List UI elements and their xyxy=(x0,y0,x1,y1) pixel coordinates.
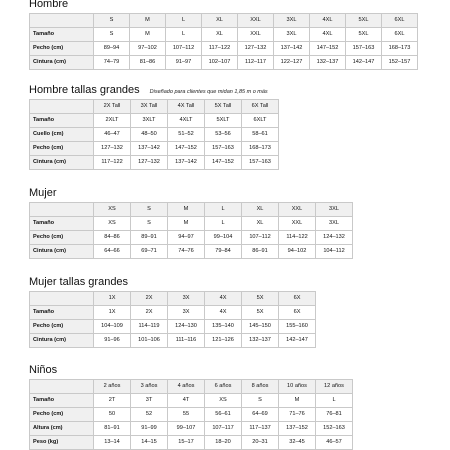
table-cell: 94–102 xyxy=(279,245,316,259)
section-title-text: Hombre xyxy=(29,0,69,10)
table-cell: 124–130 xyxy=(168,320,205,334)
table-cell: S xyxy=(131,217,168,231)
table-cell: 2T xyxy=(94,394,131,408)
section-title xyxy=(29,186,353,200)
table-cell: 107–112 xyxy=(242,231,279,245)
section-title-text: Mujer xyxy=(29,187,57,199)
row-label: Cintura (cm) xyxy=(30,334,94,348)
column-header: 6X Tall xyxy=(242,100,279,114)
table-cell: 114–122 xyxy=(279,231,316,245)
table-cell: 112–117 xyxy=(238,56,274,70)
table-cell: 74–76 xyxy=(168,245,205,259)
table-cell: 4XLT xyxy=(168,114,205,128)
row-label: Tamaño xyxy=(30,306,94,320)
table-cell: 124–132 xyxy=(316,231,353,245)
table-row xyxy=(30,142,279,156)
table-row xyxy=(30,245,353,259)
column-header: XL xyxy=(242,203,279,217)
column-header: 5X xyxy=(242,292,279,306)
table-cell: S xyxy=(242,394,279,408)
table-cell: 4X xyxy=(205,306,242,320)
table-cell: 84–86 xyxy=(94,231,131,245)
table-cell: S xyxy=(94,28,130,42)
column-header: S xyxy=(131,203,168,217)
table-cell: 121–126 xyxy=(205,334,242,348)
table-cell: 97–102 xyxy=(130,42,166,56)
table-header-row xyxy=(30,100,279,114)
table-row xyxy=(30,306,316,320)
table-cell: M xyxy=(279,394,316,408)
table-cell: 14–15 xyxy=(131,436,168,450)
row-label: Peso (kg) xyxy=(30,436,94,450)
table-cell: 107–117 xyxy=(205,422,242,436)
row-label: Cintura (cm) xyxy=(30,156,94,170)
table-cell: 137–142 xyxy=(131,142,168,156)
table-row xyxy=(30,394,353,408)
table-cell: 104–109 xyxy=(94,320,131,334)
table-cell: 142–147 xyxy=(346,56,382,70)
column-header: L xyxy=(205,203,242,217)
table-cell: 50 xyxy=(94,408,131,422)
table-cell: 69–71 xyxy=(131,245,168,259)
section-title xyxy=(29,83,279,97)
table-cell: 101–106 xyxy=(131,334,168,348)
table-cell: XL xyxy=(202,28,238,42)
table-cell: 3XL xyxy=(316,217,353,231)
table-cell: 91–97 xyxy=(166,56,202,70)
table-cell: 81–86 xyxy=(130,56,166,70)
table-cell: 152–163 xyxy=(316,422,353,436)
table-row xyxy=(30,422,353,436)
column-header: 4 años xyxy=(168,380,205,394)
row-label: Cintura (cm) xyxy=(30,56,94,70)
table-cell: 3XL xyxy=(274,28,310,42)
size-table xyxy=(29,291,316,348)
row-label: Pecho (cm) xyxy=(30,42,94,56)
column-header: 4X xyxy=(205,292,242,306)
column-header: 5XL xyxy=(346,14,382,28)
table-cell: 147–152 xyxy=(310,42,346,56)
column-header: 2X xyxy=(131,292,168,306)
table-cell: 99–104 xyxy=(205,231,242,245)
table-cell: 91–96 xyxy=(94,334,131,348)
section-title-text: Hombre tallas grandes xyxy=(29,84,140,96)
table-cell: 6XL xyxy=(382,28,418,42)
table-cell: 117–137 xyxy=(242,422,279,436)
column-header: 1X xyxy=(94,292,131,306)
header-corner-cell xyxy=(30,380,94,394)
table-cell: 117–122 xyxy=(202,42,238,56)
size-table xyxy=(29,379,353,450)
table-cell: 81–91 xyxy=(94,422,131,436)
section-note: Diseñado para clientes que midan 1,85 m o más xyxy=(149,89,268,95)
column-header: 8 años xyxy=(242,380,279,394)
column-header: M xyxy=(130,14,166,28)
size-section xyxy=(29,83,279,170)
table-cell: 2XLT xyxy=(94,114,131,128)
table-cell: 5X xyxy=(242,306,279,320)
table-cell: 152–157 xyxy=(382,56,418,70)
table-cell: 46–57 xyxy=(316,436,353,450)
table-cell: 145–150 xyxy=(242,320,279,334)
table-cell: 51–52 xyxy=(168,128,205,142)
row-label: Pecho (cm) xyxy=(30,142,94,156)
column-header: XXL xyxy=(279,203,316,217)
table-cell: 64–66 xyxy=(94,245,131,259)
column-header: S xyxy=(94,14,130,28)
table-cell: 52 xyxy=(131,408,168,422)
table-cell: 5XLT xyxy=(205,114,242,128)
table-cell: 122–127 xyxy=(274,56,310,70)
row-label: Altura (cm) xyxy=(30,422,94,436)
table-cell: 168–173 xyxy=(242,142,279,156)
column-header: 2 años xyxy=(94,380,131,394)
table-cell: 137–142 xyxy=(168,156,205,170)
column-header: XXL xyxy=(238,14,274,28)
table-cell: XS xyxy=(205,394,242,408)
column-header: M xyxy=(168,203,205,217)
table-cell: 20–31 xyxy=(242,436,279,450)
table-header-row xyxy=(30,203,353,217)
section-title xyxy=(29,0,418,11)
size-table xyxy=(29,202,353,259)
table-cell: 99–107 xyxy=(168,422,205,436)
table-cell: L xyxy=(166,28,202,42)
size-table xyxy=(29,13,418,70)
row-label: Tamaño xyxy=(30,28,94,42)
table-row xyxy=(30,156,279,170)
table-cell: L xyxy=(316,394,353,408)
size-section xyxy=(29,0,418,70)
table-cell: 48–50 xyxy=(131,128,168,142)
table-cell: 4T xyxy=(168,394,205,408)
table-cell: 58–61 xyxy=(242,128,279,142)
section-title xyxy=(29,363,353,377)
column-header: 3X Tall xyxy=(131,100,168,114)
column-header: 3X xyxy=(168,292,205,306)
table-row xyxy=(30,42,418,56)
table-cell: 104–112 xyxy=(316,245,353,259)
table-row xyxy=(30,408,353,422)
table-row xyxy=(30,217,353,231)
table-cell: 147–152 xyxy=(205,156,242,170)
column-header: 4X Tall xyxy=(168,100,205,114)
table-cell: 74–79 xyxy=(94,56,130,70)
table-cell: 142–147 xyxy=(279,334,316,348)
table-cell: 155–160 xyxy=(279,320,316,334)
column-header: 12 años xyxy=(316,380,353,394)
table-cell: 13–14 xyxy=(94,436,131,450)
table-cell: 132–137 xyxy=(242,334,279,348)
table-cell: XL xyxy=(242,217,279,231)
column-header: XS xyxy=(94,203,131,217)
table-cell: 94–97 xyxy=(168,231,205,245)
table-cell: 168–173 xyxy=(382,42,418,56)
column-header: 3 años xyxy=(131,380,168,394)
table-cell: L xyxy=(205,217,242,231)
table-cell: 127–132 xyxy=(94,142,131,156)
table-header-row xyxy=(30,14,418,28)
table-cell: 15–17 xyxy=(168,436,205,450)
table-row xyxy=(30,334,316,348)
table-cell: 3T xyxy=(131,394,168,408)
table-header-row xyxy=(30,292,316,306)
column-header: 6XL xyxy=(382,14,418,28)
table-cell: 102–107 xyxy=(202,56,238,70)
row-label: Cuello (cm) xyxy=(30,128,94,142)
column-header: 4XL xyxy=(310,14,346,28)
size-section xyxy=(29,275,316,348)
table-cell: 137–142 xyxy=(274,42,310,56)
header-corner-cell xyxy=(30,292,94,306)
header-corner-cell xyxy=(30,203,94,217)
column-header: 3XL xyxy=(274,14,310,28)
table-cell: 86–91 xyxy=(242,245,279,259)
table-cell: 6XLT xyxy=(242,114,279,128)
row-label: Tamaño xyxy=(30,217,94,231)
row-label: Cintura (cm) xyxy=(30,245,94,259)
table-cell: 32–45 xyxy=(279,436,316,450)
table-cell: 4XL xyxy=(310,28,346,42)
table-row xyxy=(30,114,279,128)
table-cell: 111–116 xyxy=(168,334,205,348)
table-cell: XXL xyxy=(279,217,316,231)
table-cell: M xyxy=(168,217,205,231)
table-cell: 76–81 xyxy=(316,408,353,422)
row-label: Tamaño xyxy=(30,114,94,128)
column-header: 2X Tall xyxy=(94,100,131,114)
section-title xyxy=(29,275,316,289)
table-header-row xyxy=(30,380,353,394)
table-cell: 6X xyxy=(279,306,316,320)
table-cell: 46–47 xyxy=(94,128,131,142)
table-cell: 18–20 xyxy=(205,436,242,450)
table-cell: 64–69 xyxy=(242,408,279,422)
table-cell: 5XL xyxy=(346,28,382,42)
table-cell: 137–152 xyxy=(279,422,316,436)
table-cell: 91–99 xyxy=(131,422,168,436)
size-table xyxy=(29,99,279,170)
size-section xyxy=(29,186,353,259)
table-cell: 89–91 xyxy=(131,231,168,245)
column-header: 6 años xyxy=(205,380,242,394)
table-cell: 157–163 xyxy=(346,42,382,56)
column-header: 6X xyxy=(279,292,316,306)
column-header: L xyxy=(166,14,202,28)
table-cell: 3X xyxy=(168,306,205,320)
column-header: 5X Tall xyxy=(205,100,242,114)
header-corner-cell xyxy=(30,14,94,28)
size-section xyxy=(29,363,353,450)
table-cell: 127–132 xyxy=(131,156,168,170)
section-title-text: Niños xyxy=(29,364,58,376)
table-cell: 132–137 xyxy=(310,56,346,70)
table-cell: 71–76 xyxy=(279,408,316,422)
table-cell: 89–94 xyxy=(94,42,130,56)
table-cell: 55 xyxy=(168,408,205,422)
header-corner-cell xyxy=(30,100,94,114)
column-header: 10 años xyxy=(279,380,316,394)
table-row xyxy=(30,320,316,334)
table-cell: 2X xyxy=(131,306,168,320)
row-label: Tamaño xyxy=(30,394,94,408)
section-title-text: Mujer tallas grandes xyxy=(29,276,129,288)
table-cell: 157–163 xyxy=(205,142,242,156)
table-cell: 53–56 xyxy=(205,128,242,142)
table-cell: 79–84 xyxy=(205,245,242,259)
table-row xyxy=(30,436,353,450)
table-cell: XS xyxy=(94,217,131,231)
column-header: 3XL xyxy=(316,203,353,217)
column-header: XL xyxy=(202,14,238,28)
table-cell: 56–61 xyxy=(205,408,242,422)
table-cell: 147–152 xyxy=(168,142,205,156)
table-cell: 117–122 xyxy=(94,156,131,170)
table-cell: 157–163 xyxy=(242,156,279,170)
table-row xyxy=(30,128,279,142)
table-cell: M xyxy=(130,28,166,42)
table-cell: 135–140 xyxy=(205,320,242,334)
table-cell: 127–132 xyxy=(238,42,274,56)
table-cell: XXL xyxy=(238,28,274,42)
row-label: Pecho (cm) xyxy=(30,320,94,334)
row-label: Pecho (cm) xyxy=(30,231,94,245)
table-cell: 3XLT xyxy=(131,114,168,128)
table-row xyxy=(30,231,353,245)
table-cell: 1X xyxy=(94,306,131,320)
table-row xyxy=(30,56,418,70)
table-row xyxy=(30,28,418,42)
table-cell: 114–119 xyxy=(131,320,168,334)
table-cell: 107–112 xyxy=(166,42,202,56)
row-label: Pecho (cm) xyxy=(30,408,94,422)
